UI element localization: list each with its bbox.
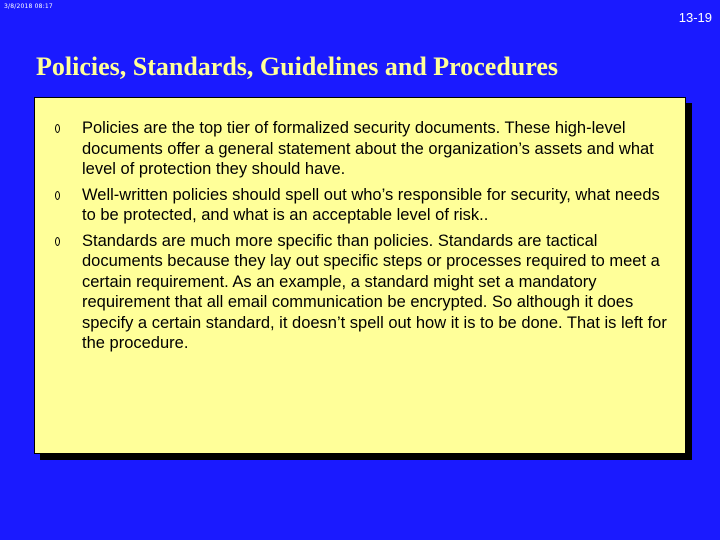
bullet-icon: [55, 124, 60, 133]
bullet-item-policies: [55, 118, 677, 180]
bullet-item-well-written: [55, 185, 677, 226]
bullet-text: Policies are the top tier of formalized security documents. These high-level documents offer a general statement about the organization’s assets and what level of protection they should have.: [82, 119, 654, 178]
bullet-icon: [55, 237, 60, 246]
bullet-text: Well-written policies should spell out who’s responsible for security, what needs to be protected, and what is an acceptable level of risk..: [82, 185, 660, 224]
timestamp: 3/8/2018 08:17: [4, 3, 53, 10]
bullet-icon: [55, 191, 60, 200]
slide-number: 13-19: [678, 10, 712, 25]
slide-title: Policies, Standards, Guidelines and Procedures: [36, 52, 558, 81]
bullet-text: Standards are much more specific than policies. Standards are tactical documents because they lay out specific steps or processes required to meet a certain requirement. As an example, a standard might set a mandatory requirement that all email communication be encrypted. So although it does specify a certain standard, it doesn’t spell out how it is to be done. That is left for the procedure.: [82, 231, 667, 352]
content-box: [34, 97, 686, 454]
bullet-item-standards: [55, 231, 677, 354]
bullet-list: [55, 118, 677, 359]
